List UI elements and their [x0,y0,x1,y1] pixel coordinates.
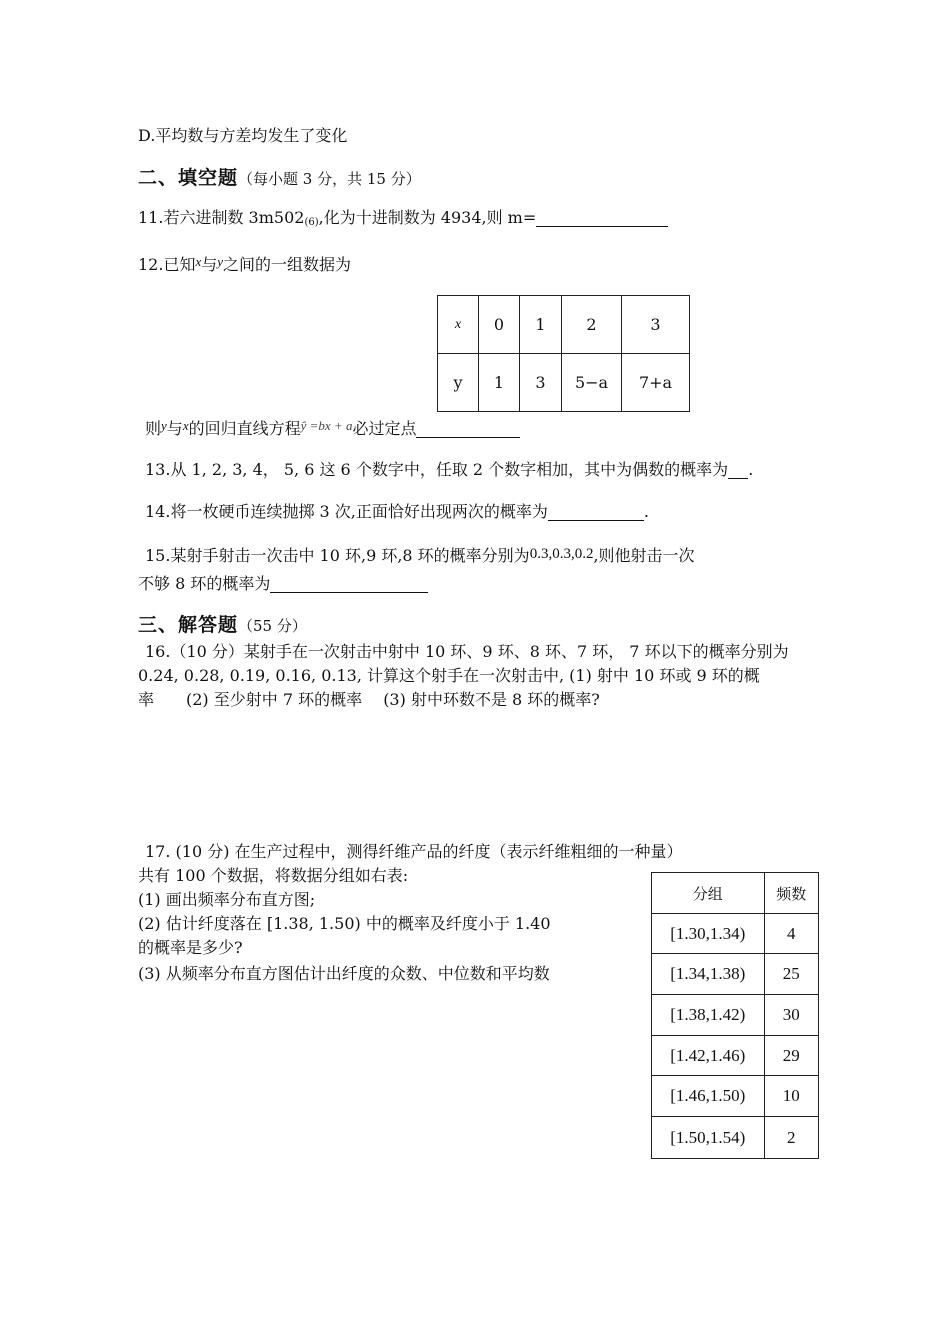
table-row [652,995,819,1036]
q11-subscript: (6) [304,217,319,228]
question-15 [145,542,695,568]
table-cell: 10 [764,1076,819,1117]
table-row [652,1036,819,1076]
q11-text-end: ,化为十进制数为 4934,则 m= [318,208,537,227]
question-15-line2 [138,572,428,596]
frequency-table [651,872,819,1159]
table-header-cell: 分组 [652,873,765,914]
question-17-line3: (1) 画出频率分布直方图; [138,890,316,909]
answer-blank [728,460,748,479]
q11-text: 11.若六进制数 3m502 [138,208,305,227]
q12-text: 12.已知 [138,255,196,274]
question-12-continued [145,414,520,441]
q12b-text: 则 [145,419,162,438]
regression-equation: ŷ =bx + a [300,418,353,433]
var-x: x [195,254,202,269]
table-cell: [1.38,1.42) [652,995,765,1036]
table-cell: 2 [764,1117,819,1159]
q13-end: . [748,460,754,479]
section-heading-solutions [138,613,307,638]
section-title: 二、填空题 [138,167,239,189]
table-header-row [652,873,819,914]
question-17-line4: (2) 估计纤度落在 [1.38, 1.50) 中的概率及纤度小于 1.40 [138,914,551,933]
q15-line2-text: 不够 8 环的概率为 [138,574,271,593]
table-cell: 3 [622,296,690,354]
table-cell: x [438,296,479,354]
var-y: y [217,254,224,269]
table-cell: 1 [479,354,520,412]
answer-blank [536,208,668,227]
table-cell: 30 [764,995,819,1036]
table-row [652,1076,819,1117]
question-17-line1: 17. (10 分) 在生产过程中，测得纤维产品的纤度（表示纤维粗细的一种量） [145,842,683,861]
table-cell: 7+a [622,354,690,412]
q13-text: 13.从 1, 2, 3, 4， 5, 6 这 6 个数字中，任取 2 个数字相加，其中为偶数的概率为 [145,460,729,479]
q12b-text-mid: 与 [166,419,183,438]
q12-text-mid: 与 [201,255,218,274]
q14-end: . [643,502,649,521]
question-14 [145,500,649,524]
question-16-line2: 0.24, 0.28, 0.19, 0.16, 0.13, 计算这个射手在一次射击中, (1) 射中 10 环或 9 环的概 [138,666,760,685]
table-cell: 0 [479,296,520,354]
table-cell: [1.34,1.38) [652,954,765,995]
question-16-line3: 率 (2) 至少射中 7 环的概率 (3) 射中环数不是 8 环的概率? [138,690,600,709]
table-row [438,354,690,412]
table-cell: 4 [764,914,819,954]
q15-text: 15.某射手射击一次击中 10 环,9 环,8 环的概率分别为 [145,546,530,565]
question-17-line6: (3) 从频率分布直方图估计出纤度的众数、中位数和平均数 [138,964,550,983]
table-cell: [1.46,1.50) [652,1076,765,1117]
question-12 [138,250,351,277]
xy-data-table [437,295,690,412]
section-heading-fill-in [138,166,421,191]
table-cell: 25 [764,954,819,995]
table-cell: 3 [520,354,562,412]
question-17-line2: 共有 100 个数据，将数据分组如右表: [138,866,409,885]
q14-text: 14.将一枚硬币连续抛掷 3 次,正面恰好出现两次的概率为 [145,502,548,521]
table-cell: [1.50,1.54) [652,1117,765,1159]
table-row [652,954,819,995]
question-16-line1: 16.（10 分）某射手在一次射击中射中 10 环、9 环、8 环、7 环， 7 环以下的概率分别为 [145,642,789,661]
table-cell: [1.42,1.46) [652,1036,765,1076]
table-row [438,296,690,354]
q15-values: 0.3,0.3,0.2 [529,546,594,562]
question-11 [138,206,668,235]
table-header-cell: 频数 [764,873,819,914]
q12-text-end: 之间的一组数据为 [223,255,352,274]
question-17-line5: 的概率是多少? [138,938,243,957]
q12b-text-end: 必过定点 [352,419,417,438]
section-title: 三、解答题 [138,614,239,636]
q12b-text-mid2: 的回归直线方程 [188,419,301,438]
table-cell: 2 [562,296,622,354]
table-cell: y [438,354,479,412]
table-cell: [1.30,1.34) [652,914,765,954]
option-d: D.平均数与方差均发生了变化 [138,126,348,145]
question-13 [145,458,753,482]
answer-blank [416,419,520,438]
section-note: （每小题 3 分，共 15 分） [238,170,421,188]
answer-blank [548,502,644,521]
table-cell: 5−a [562,354,622,412]
section-note: （55 分） [238,617,307,635]
table-row [652,1117,819,1159]
answer-blank [270,574,428,593]
table-cell: 1 [520,296,562,354]
var-y: y [161,418,167,433]
table-row [652,914,819,954]
table-cell: 29 [764,1036,819,1076]
q15-text-end: ,则他射击一次 [593,546,695,565]
var-x: x [182,418,189,433]
